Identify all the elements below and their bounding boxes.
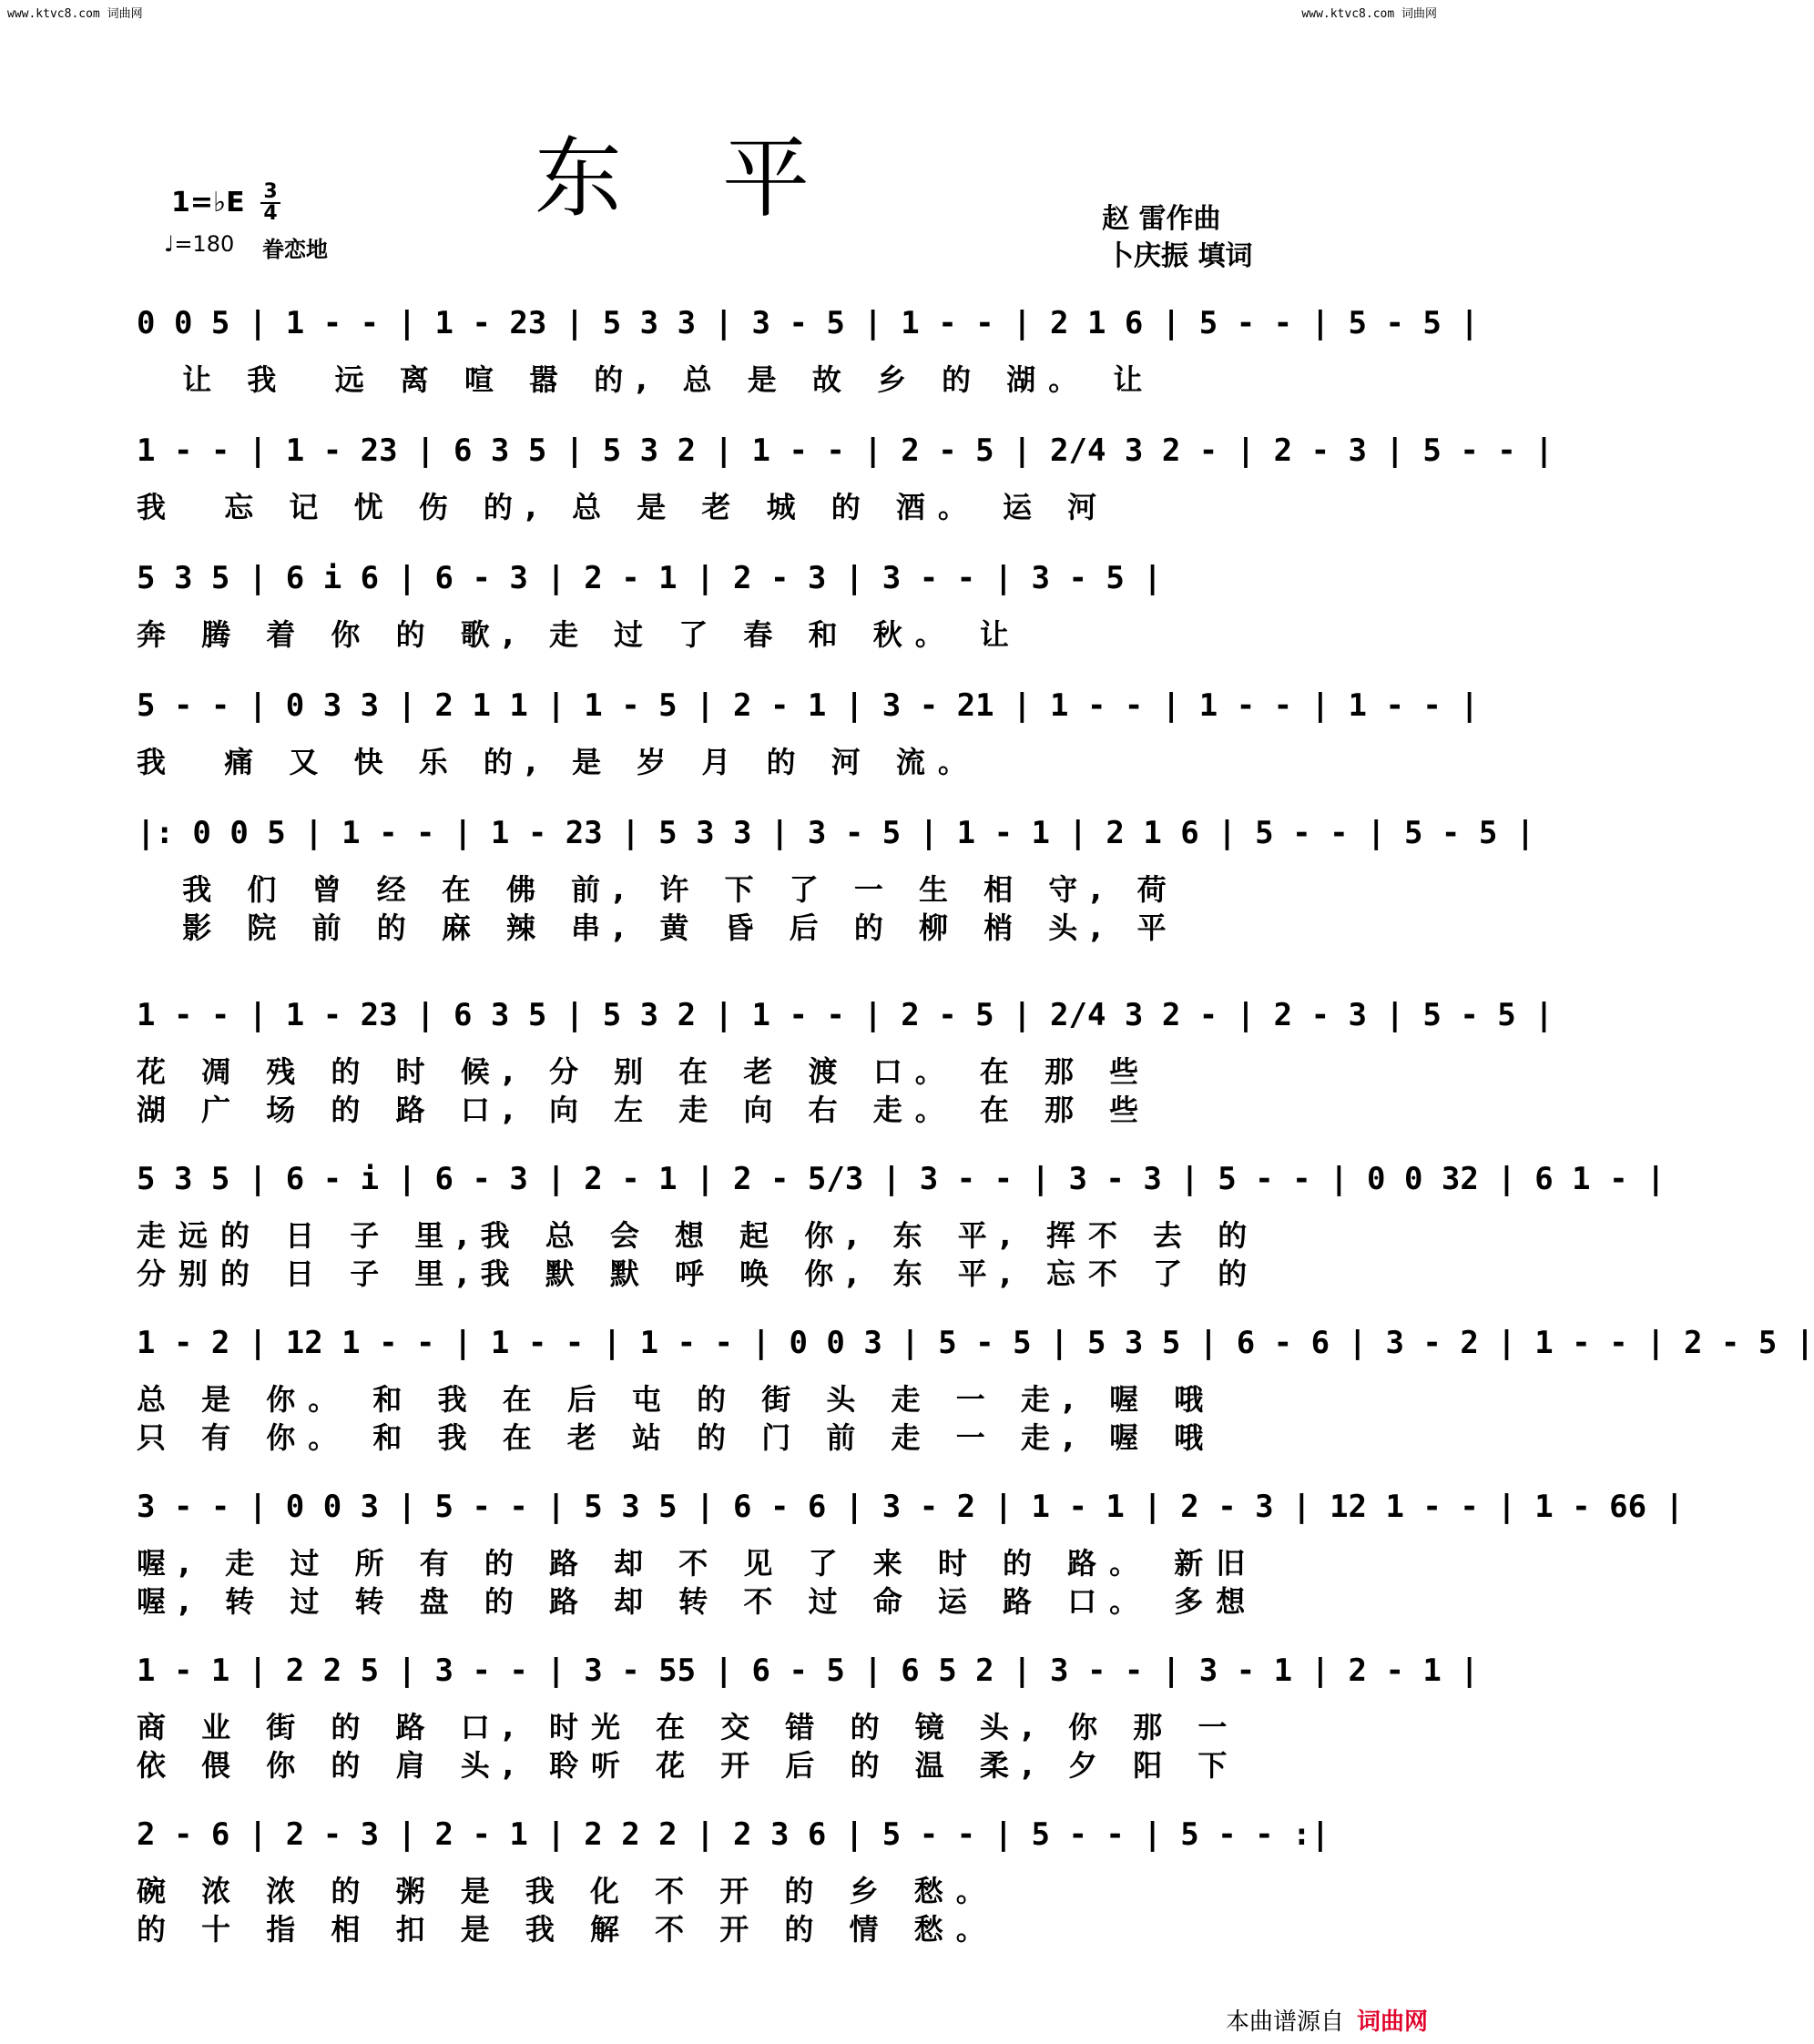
key-signature: 1=♭E	[171, 187, 245, 219]
lyric-line: 分别的 日 子 里,我 默 默 呼 唤 你, 东 平, 忘不 了 的	[137, 1256, 1260, 1291]
lyric-line: 碗 浓 浓 的 粥 是 我 化 不 开 的 乡 愁。	[137, 1874, 998, 1908]
lyric-line: 奔 腾 着 你 的 歌, 走 过 了 春 和 秋。 让	[137, 617, 1022, 652]
site-watermark-left: www.ktvc8.com 词曲网	[7, 7, 143, 21]
tempo-marking: ♩=180	[164, 231, 235, 257]
footer-source: 本曲谱源自	[1225, 2008, 1344, 2036]
lyric-line: 总 是 你。 和 我 在 后 屯 的 街 头 走 一 走, 喔 哦	[137, 1382, 1217, 1417]
time-signature	[260, 182, 280, 224]
lyric-line: 让 我 远 离 喧 嚣 的, 总 是 故 乡 的 湖。 让	[137, 362, 1156, 397]
footer-brand: 词曲网	[1356, 2008, 1428, 2036]
notation-line: 1 - - | 1 - 23 | 6 3 5 | 5 3 2 | 1 - - | 2 - 5 | 2/4 3 2 - | 2 - 3 | 5 - 5 |	[137, 997, 1554, 1033]
notation-line: 5 3 5 | 6 - i | 6 - 3 | 2 - 1 | 2 - 5/3 | 3 - - | 3 - 3 | 5 - - | 0 0 32 | 6 1 - |	[137, 1161, 1666, 1197]
notation-line: 2 - 6 | 2 - 3 | 2 - 1 | 2 2 2 | 2 3 6 | 5 - - | 5 - - | 5 - - :|	[137, 1816, 1330, 1853]
notation-line: 0 0 5 | 1 - - | 1 - 23 | 5 3 3 | 3 - 5 | 1 - - | 2 1 6 | 5 - - | 5 - 5 |	[137, 305, 1479, 341]
meter-top: 3	[263, 180, 278, 203]
notation-line: 1 - - | 1 - 23 | 6 3 5 | 5 3 2 | 1 - - | 2 - 5 | 2/4 3 2 - | 2 - 3 | 5 - - |	[137, 432, 1554, 469]
expression-marking: 眷恋地	[262, 237, 328, 262]
composer-credit: 赵 雷作曲	[1102, 203, 1221, 235]
lyric-line: 湖 广 场 的 路 口, 向 左 走 向 右 走。 在 那 些	[137, 1093, 1152, 1127]
notation-line: 1 - 2 | 12 1 - - | 1 - - | 1 - - | 0 0 3 | 5 - 5 | 5 3 5 | 6 - 6 | 3 - 2 | 1 - - | 2 - 5 |	[137, 1325, 1814, 1361]
lyric-line: 花 凋 残 的 时 候, 分 别 在 老 渡 口。 在 那 些	[137, 1054, 1152, 1089]
lyricist-credit: 卜庆振 填词	[1106, 240, 1253, 272]
lyric-line: 喔, 转 过 转 盘 的 路 却 转 不 过 命 运 路 口。 多想	[137, 1584, 1259, 1619]
meter-bottom: 4	[263, 202, 278, 225]
lyric-line: 喔, 走 过 所 有 的 路 却 不 见 了 来 时 的 路。 新旧	[137, 1546, 1259, 1581]
lyric-line: 的 十 指 相 扣 是 我 解 不 开 的 情 愁。	[137, 1912, 998, 1947]
notation-line: 5 3 5 | 6 i 6 | 6 - 3 | 2 - 1 | 2 - 3 | 3 - - | 3 - 5 |	[137, 560, 1162, 596]
notation-line: 5 - - | 0 3 3 | 2 1 1 | 1 - 5 | 2 - 1 | 3 - 21 | 1 - - | 1 - - | 1 - - |	[137, 687, 1479, 724]
lyric-line: 我 们 曾 经 在 佛 前, 许 下 了 一 生 相 守, 荷	[137, 872, 1179, 907]
lyric-line: 影 院 前 的 麻 辣 串, 黄 昏 后 的 柳 梢 头, 平	[137, 910, 1179, 945]
song-title: 东平	[535, 127, 910, 229]
notation-line: 1 - 1 | 2 2 5 | 3 - - | 3 - 55 | 6 - 5 | 6 5 2 | 3 - - | 3 - 1 | 2 - 1 |	[137, 1652, 1479, 1689]
notation-line: |: 0 0 5 | 1 - - | 1 - 23 | 5 3 3 | 3 - 5 | 1 - 1 | 2 1 6 | 5 - - | 5 - 5 |	[137, 815, 1535, 851]
lyric-line: 我 忘 记 忧 伤 的, 总 是 老 城 的 酒。 运 河	[137, 490, 1110, 524]
lyric-line: 只 有 你。 和 我 在 老 站 的 门 前 走 一 走, 喔 哦	[137, 1420, 1217, 1455]
notation-line: 3 - - | 0 0 3 | 5 - - | 5 3 5 | 6 - 6 | 3 - 2 | 1 - 1 | 2 - 3 | 12 1 - - | 1 - 66 |	[137, 1489, 1684, 1525]
lyric-line: 依 偎 你 的 肩 头, 聆听 花 开 后 的 温 柔, 夕 阳 下	[137, 1748, 1240, 1783]
lyric-line: 商 业 街 的 路 口, 时光 在 交 错 的 镜 头, 你 那 一	[137, 1710, 1240, 1744]
lyric-line: 走远的 日 子 里,我 总 会 想 起 你, 东 平, 挥不 去 的	[137, 1218, 1260, 1253]
site-watermark-right: www.ktvc8.com 词曲网	[1301, 7, 1437, 21]
lyric-line: 我 痛 又 快 乐 的, 是 岁 月 的 河 流。	[137, 745, 980, 779]
footer-credit	[1226, 2003, 1428, 2037]
